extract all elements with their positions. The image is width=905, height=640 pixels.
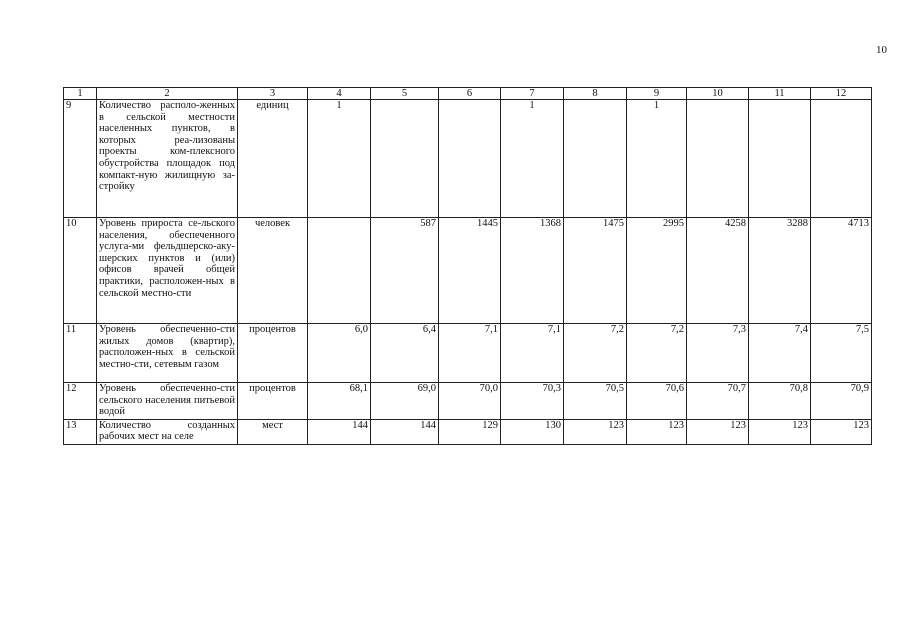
value-cell (439, 100, 501, 218)
value-cell: 70,7 (687, 383, 749, 420)
value-cell: 7,3 (687, 324, 749, 383)
value-cell: 1368 (501, 218, 564, 324)
value-cell: 7,2 (627, 324, 687, 383)
value-cell (811, 100, 872, 218)
indicators-table (63, 87, 872, 445)
row-unit: мест (238, 419, 308, 444)
row-description: Количество созданных рабочих мест на селе (97, 419, 238, 444)
row-description: Уровень прироста се-льского населения, обеспеченного услуга-ми фельдшерско-аку-шерских пунктов и (или) офисов врачей общей практики, расположен-ных в сельской местно-сти (97, 218, 238, 324)
table-row (64, 218, 872, 324)
value-cell: 123 (687, 419, 749, 444)
row-description: Количество располо-женных в сельской местности населенных пунктов, в которых реа-лизованы проекты ком-плексного обустройства площадок под компакт-ную жилищную за-стройку (97, 100, 238, 218)
row-description: Уровень обеспеченно-сти сельского населения питьевой водой (97, 383, 238, 420)
value-cell: 6,4 (371, 324, 439, 383)
value-cell: 144 (371, 419, 439, 444)
header-cell: 10 (687, 88, 749, 100)
value-cell: 70,3 (501, 383, 564, 420)
value-cell: 123 (811, 419, 872, 444)
value-cell: 1 (627, 100, 687, 218)
header-cell: 5 (371, 88, 439, 100)
row-number: 13 (64, 419, 97, 444)
table-row (64, 383, 872, 420)
value-cell: 130 (501, 419, 564, 444)
table-row (64, 419, 872, 444)
header-cell: 6 (439, 88, 501, 100)
value-cell: 70,0 (439, 383, 501, 420)
row-number: 9 (64, 100, 97, 218)
row-unit: процентов (238, 383, 308, 420)
header-cell: 12 (811, 88, 872, 100)
value-cell (749, 100, 811, 218)
value-cell: 1 (501, 100, 564, 218)
value-cell: 70,6 (627, 383, 687, 420)
value-cell: 1475 (564, 218, 627, 324)
value-cell: 123 (627, 419, 687, 444)
header-cell: 3 (238, 88, 308, 100)
value-cell: 70,8 (749, 383, 811, 420)
header-cell: 4 (308, 88, 371, 100)
row-unit: единиц (238, 100, 308, 218)
row-number: 10 (64, 218, 97, 324)
value-cell: 4713 (811, 218, 872, 324)
value-cell: 1445 (439, 218, 501, 324)
value-cell: 7,5 (811, 324, 872, 383)
value-cell: 7,1 (501, 324, 564, 383)
value-cell: 70,9 (811, 383, 872, 420)
value-cell: 70,5 (564, 383, 627, 420)
value-cell: 144 (308, 419, 371, 444)
header-cell: 11 (749, 88, 811, 100)
value-cell (371, 100, 439, 218)
value-cell: 7,4 (749, 324, 811, 383)
value-cell: 3288 (749, 218, 811, 324)
value-cell: 1 (308, 100, 371, 218)
row-unit: процентов (238, 324, 308, 383)
value-cell: 2995 (627, 218, 687, 324)
row-description: Уровень обеспеченно-сти жилых домов (квартир), расположен-ных в сельской местно-сти, сетевым газом (97, 324, 238, 383)
table-row (64, 324, 872, 383)
value-cell: 68,1 (308, 383, 371, 420)
header-cell: 7 (501, 88, 564, 100)
value-cell: 6,0 (308, 324, 371, 383)
value-cell (308, 218, 371, 324)
value-cell (564, 100, 627, 218)
value-cell: 4258 (687, 218, 749, 324)
value-cell: 7,1 (439, 324, 501, 383)
value-cell: 123 (564, 419, 627, 444)
value-cell: 587 (371, 218, 439, 324)
value-cell: 69,0 (371, 383, 439, 420)
header-cell: 1 (64, 88, 97, 100)
header-cell: 8 (564, 88, 627, 100)
header-cell: 2 (97, 88, 238, 100)
value-cell: 123 (749, 419, 811, 444)
header-row (64, 88, 872, 100)
row-number: 11 (64, 324, 97, 383)
table-row (64, 100, 872, 218)
page-number: 10 (876, 44, 887, 56)
value-cell (687, 100, 749, 218)
table-body (64, 88, 872, 445)
header-cell: 9 (627, 88, 687, 100)
row-number: 12 (64, 383, 97, 420)
row-unit: человек (238, 218, 308, 324)
value-cell: 129 (439, 419, 501, 444)
value-cell: 7,2 (564, 324, 627, 383)
